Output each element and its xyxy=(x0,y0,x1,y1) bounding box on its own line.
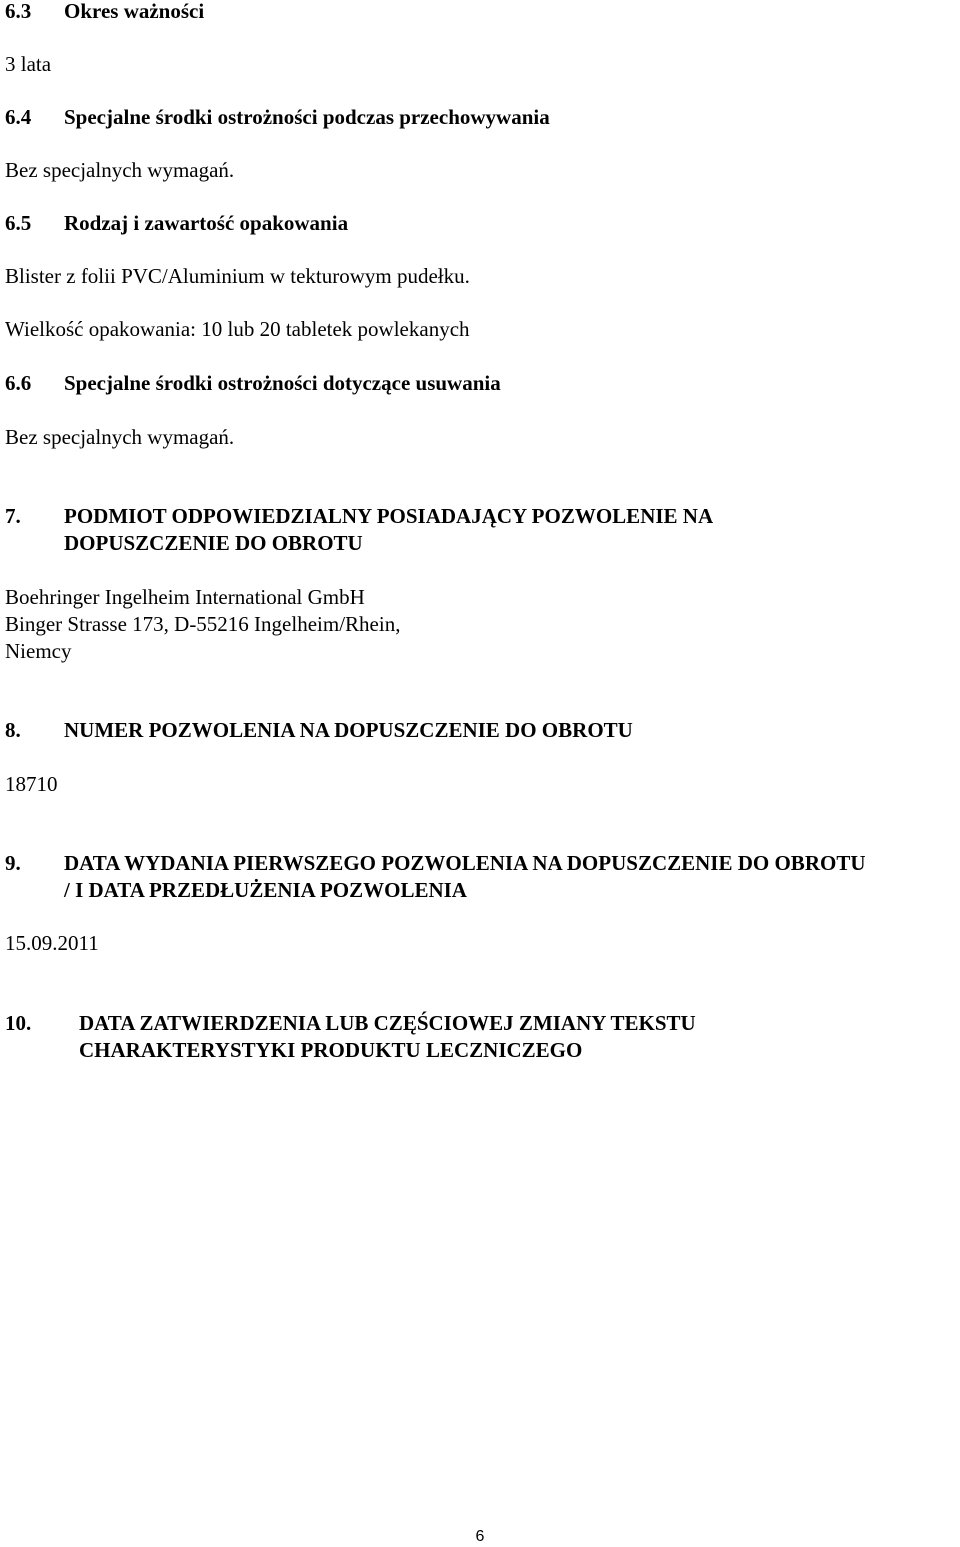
heading-8 xyxy=(5,717,633,744)
section-number: 6.5 xyxy=(5,211,32,235)
packaging-text-2: Wielkość opakowania: 10 lub 20 tabletek powlekanych xyxy=(5,317,470,341)
section-number: 7. xyxy=(5,504,21,528)
authorisation-number: 18710 xyxy=(5,772,58,796)
section-title-line-1: PODMIOT ODPOWIEDZIALNY POSIADAJĄCY POZWOLENIE NA xyxy=(64,504,714,528)
section-number: 6.3 xyxy=(5,0,32,23)
heading-7-line-2: DOPUSZCZENIE DO OBROTU xyxy=(64,531,363,555)
section-title-line-1: DATA ZATWIERDZENIA LUB CZĘŚCIOWEJ ZMIANY TEKSTU xyxy=(79,1011,696,1035)
heading-7 xyxy=(5,503,713,530)
packaging-text-1: Blister z folii PVC/Aluminium w tekturowym pudełku. xyxy=(5,264,470,288)
heading-10-line-2: CHARAKTERYSTYKI PRODUKTU LECZNICZEGO xyxy=(79,1038,583,1062)
heading-9-line-2: / I DATA PRZEDŁUŻENIA POZWOLENIA xyxy=(64,878,467,902)
section-number: 10. xyxy=(5,1011,32,1035)
section-number: 9. xyxy=(5,851,21,875)
section-title-line-1: DATA WYDANIA PIERWSZEGO POZWOLENIA NA DOPUSZCZENIE DO OBROTU xyxy=(64,851,866,875)
section-number: 6.4 xyxy=(5,105,32,129)
section-title: Okres ważności xyxy=(64,0,205,23)
mah-country: Niemcy xyxy=(5,639,72,663)
authorisation-date: 15.09.2011 xyxy=(5,931,99,955)
section-number: 8. xyxy=(5,718,21,742)
page-number: 6 xyxy=(475,1528,485,1545)
heading-6-5 xyxy=(5,210,348,237)
heading-6-6 xyxy=(5,370,501,397)
heading-6-4 xyxy=(5,104,550,131)
disposal-text: Bez specjalnych wymagań. xyxy=(5,425,235,449)
heading-6-3 xyxy=(5,0,204,25)
section-title: Specjalne środki ostrożności dotyczące usuwania xyxy=(64,371,501,395)
heading-10 xyxy=(5,1010,696,1037)
shelf-life-text: 3 lata xyxy=(5,52,52,76)
section-title: Specjalne środki ostrożności podczas przechowywania xyxy=(64,105,550,129)
mah-name: Boehringer Ingelheim International GmbH xyxy=(5,585,365,609)
heading-9 xyxy=(5,850,866,877)
mah-address: Binger Strasse 173, D-55216 Ingelheim/Rhein, xyxy=(5,612,401,636)
storage-text: Bez specjalnych wymagań. xyxy=(5,158,235,182)
section-title: Rodzaj i zawartość opakowania xyxy=(64,211,349,235)
section-number: 6.6 xyxy=(5,371,32,395)
section-title: NUMER POZWOLENIA NA DOPUSZCZENIE DO OBROTU xyxy=(64,718,633,742)
